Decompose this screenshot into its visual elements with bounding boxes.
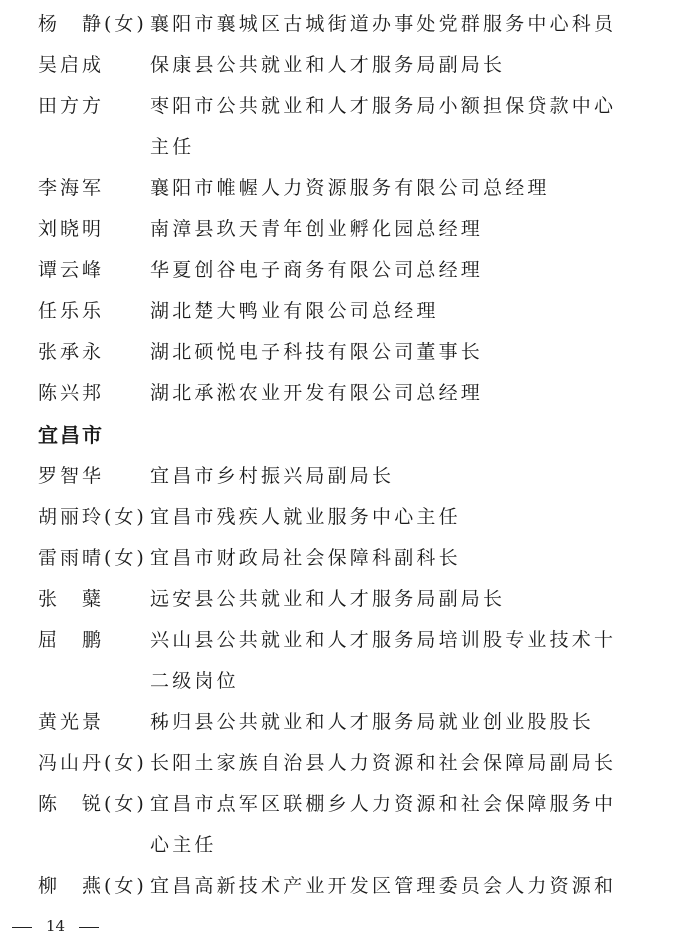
list-item [0, 871, 687, 901]
person-title: 湖北楚大鸭业有限公司总经理 [150, 300, 439, 322]
person-name: 胡丽玲(女) [38, 506, 147, 528]
person-title: 秭归县公共就业和人才服务局就业创业股股长 [150, 711, 595, 733]
person-title: 宜昌市乡村振兴局副局长 [150, 465, 395, 487]
list-item [0, 502, 687, 532]
person-title: 宜昌市财政局社会保障科副科长 [150, 547, 461, 569]
person-name: 雷雨晴(女) [38, 547, 147, 569]
person-title: 保康县公共就业和人才服务局副局长 [150, 54, 506, 76]
person-title: 宜昌市点军区联棚乡人力资源和社会保障服务中 [150, 793, 617, 815]
list-item [0, 543, 687, 573]
person-name: 杨 静(女) [38, 13, 147, 35]
page-number: 14 [46, 917, 66, 935]
person-name: 屈 鹏 [38, 629, 105, 651]
person-name: 陈兴邦 [38, 382, 105, 404]
list-item [0, 50, 687, 80]
person-name: 任乐乐 [38, 300, 105, 322]
list-item-continuation [0, 132, 687, 162]
list-item [0, 9, 687, 39]
person-title: 华夏创谷电子商务有限公司总经理 [150, 259, 484, 281]
person-name: 谭云峰 [38, 259, 105, 281]
person-title: 湖北硕悦电子科技有限公司董事长 [150, 341, 484, 363]
list-item [0, 214, 687, 244]
person-title: 宜昌市残疾人就业服务中心主任 [150, 506, 461, 528]
list-item [0, 584, 687, 614]
list-item [0, 461, 687, 491]
list-item [0, 625, 687, 655]
person-name: 黄光景 [38, 711, 105, 733]
person-name: 吴启成 [38, 54, 105, 76]
list-item [0, 378, 687, 408]
person-name: 冯山丹(女) [38, 752, 147, 774]
person-name: 李海军 [38, 177, 105, 199]
person-title: 襄阳市襄城区古城街道办事处党群服务中心科员 [150, 13, 617, 35]
list-item-continuation [0, 830, 687, 860]
person-name: 陈 锐(女) [38, 793, 147, 815]
person-title: 湖北承淞农业开发有限公司总经理 [150, 382, 484, 404]
person-name: 刘晓明 [38, 218, 105, 240]
person-name: 柳 燕(女) [38, 875, 147, 897]
person-title: 襄阳市帷幄人力资源服务有限公司总经理 [150, 177, 550, 199]
person-name: 张承永 [38, 341, 105, 363]
person-title: 兴山县公共就业和人才服务局培训股专业技术十 [150, 629, 617, 651]
list-item [0, 255, 687, 285]
page-footer [12, 912, 99, 940]
list-item [0, 748, 687, 778]
list-item [0, 337, 687, 367]
person-name: 田方方 [38, 95, 105, 117]
person-title: 枣阳市公共就业和人才服务局小额担保贷款中心 [150, 95, 617, 117]
person-name: 罗智华 [38, 465, 105, 487]
person-title: 长阳土家族自治县人力资源和社会保障局副局长 [150, 752, 617, 774]
person-title: 南漳县玖天青年创业孵化园总经理 [150, 218, 484, 240]
person-title-continued: 主任 [150, 136, 195, 158]
person-title: 远安县公共就业和人才服务局副局长 [150, 588, 506, 610]
list-item-continuation [0, 666, 687, 696]
person-title-continued: 心主任 [150, 834, 217, 856]
footer-dash-left [12, 927, 32, 928]
list-item [0, 789, 687, 819]
list-item [0, 296, 687, 326]
footer-dash-right [79, 927, 99, 928]
list-item [0, 707, 687, 737]
list-item [0, 173, 687, 203]
section-heading-yichang: 宜昌市 [38, 423, 104, 447]
list-item [0, 91, 687, 121]
person-name: 张 糵 [38, 588, 105, 610]
person-title: 宜昌高新技术产业开发区管理委员会人力资源和 [150, 875, 617, 897]
person-title-continued: 二级岗位 [150, 670, 239, 692]
